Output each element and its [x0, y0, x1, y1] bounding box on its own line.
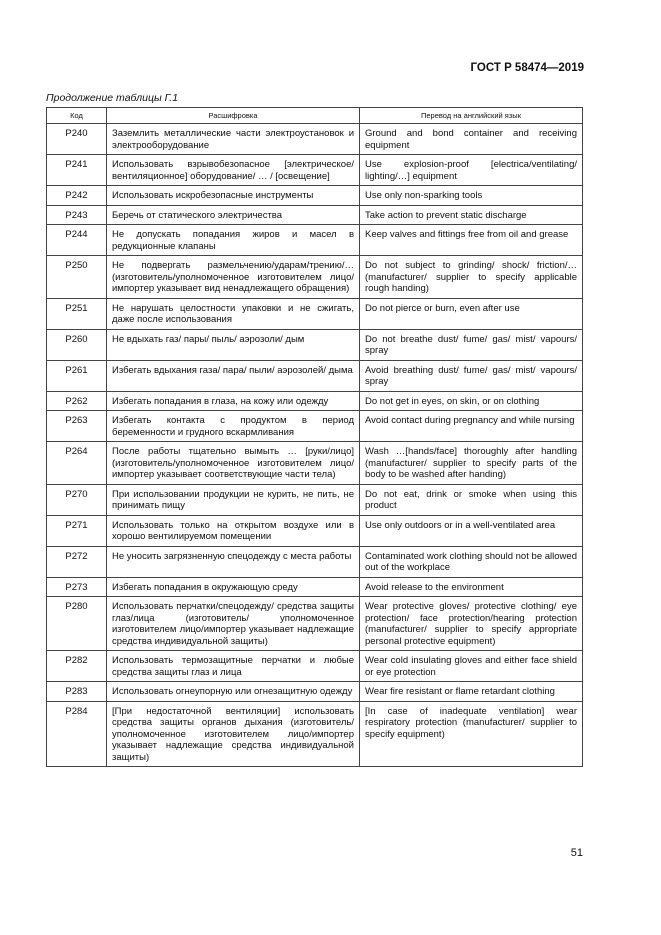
translation-cell: Avoid release to the environment — [360, 577, 583, 597]
code-cell: P273 — [47, 577, 107, 597]
decoding-cell: Использовать огнеупорную или огнезащитную одежду — [107, 682, 360, 702]
translation-cell: Wear protective gloves/ protective clothing/ eye protection/ face protection/hearing protection (manufacturer/ supplier to specify appropriate personal protective equipment) — [360, 597, 583, 651]
decoding-cell: Использовать термозащитные перчатки и любые средства защиты глаз и лица — [107, 651, 360, 682]
table-row — [47, 411, 583, 442]
code-cell: P264 — [47, 442, 107, 485]
table-row — [47, 391, 583, 411]
code-cell: P283 — [47, 682, 107, 702]
decoding-cell: Избегать вдыхания газа/ пара/ пыли/ аэрозолей/ дыма — [107, 360, 360, 391]
decoding-cell: Не подвергать размельчению/ударам/трению/… (изготовитель/уполномоченное изготовителем лицо/импортер указывает вид ненадлежащего обращения) — [107, 256, 360, 299]
precautionary-statements-table — [46, 107, 583, 767]
document-standard-header: ГОСТ Р 58474—2019 — [470, 62, 584, 74]
translation-cell: Do not pierce or burn, even after use — [360, 298, 583, 329]
table-header-row — [47, 108, 583, 124]
table-continuation-label: Продолжение таблицы Г.1 — [46, 92, 179, 104]
table-row — [47, 546, 583, 577]
translation-cell: Avoid contact during pregnancy and while nursing — [360, 411, 583, 442]
decoding-cell: Не допускать попадания жиров и масел в редукционные клапаны — [107, 225, 360, 256]
code-cell: P242 — [47, 186, 107, 206]
translation-cell: Wear fire resistant or flame retardant clothing — [360, 682, 583, 702]
code-cell: P261 — [47, 360, 107, 391]
code-cell: P241 — [47, 155, 107, 186]
decoding-cell: Избегать попадания в окружающую среду — [107, 577, 360, 597]
table-row — [47, 124, 583, 155]
translation-cell: Do not eat, drink or smoke when using this product — [360, 484, 583, 515]
decoding-cell: Использовать искробезопасные инструменты — [107, 186, 360, 206]
decoding-cell: Не нарушать целостности упаковки и не сжигать, даже после использования — [107, 298, 360, 329]
decoding-cell: Избегать попадания в глаза, на кожу или одежду — [107, 391, 360, 411]
translation-cell: Use only outdoors or in a well-ventilated area — [360, 515, 583, 546]
translation-cell: Avoid breathing dust/ fume/ gas/ mist/ vapours/ spray — [360, 360, 583, 391]
decoding-cell: Избегать контакта с продуктом в период беременности и грудного вскармливания — [107, 411, 360, 442]
decoding-cell: Беречь от статического электричества — [107, 205, 360, 225]
column-header-translation: Перевод на английский язык — [360, 108, 583, 124]
decoding-cell: После работы тщательно вымыть … [руки/лицо] (изготовитель/уполномоченное изготовителем лицо/импортер указывает соответствующие части тела) — [107, 442, 360, 485]
translation-cell: Keep valves and fittings free from oil and grease — [360, 225, 583, 256]
table-row — [47, 205, 583, 225]
table-row — [47, 484, 583, 515]
table-row — [47, 225, 583, 256]
table-row — [47, 682, 583, 702]
translation-cell: Take action to prevent static discharge — [360, 205, 583, 225]
code-cell: P244 — [47, 225, 107, 256]
decoding-cell: Не уносить загрязненную спецодежду с места работы — [107, 546, 360, 577]
column-header-code: Код — [47, 108, 107, 124]
table-row — [47, 329, 583, 360]
table-row — [47, 442, 583, 485]
code-cell: P270 — [47, 484, 107, 515]
decoding-cell: Использовать только на открытом воздухе или в хорошо вентилируемом помещении — [107, 515, 360, 546]
table-row — [47, 256, 583, 299]
table-row — [47, 186, 583, 206]
translation-cell: Contaminated work clothing should not be allowed out of the workplace — [360, 546, 583, 577]
code-cell: P240 — [47, 124, 107, 155]
table-row — [47, 577, 583, 597]
decoding-cell: [При недостаточной вентиляции] использовать средства защиты органов дыхания (изготовитель/ уполномоченное изготовителем лицо/импортер указывает надлежащие средства индивидуальной защиты) — [107, 701, 360, 767]
table-row — [47, 155, 583, 186]
translation-cell: Do not get in eyes, on skin, or on clothing — [360, 391, 583, 411]
table-row — [47, 298, 583, 329]
column-header-decoding: Расшифровка — [107, 108, 360, 124]
code-cell: P263 — [47, 411, 107, 442]
page-number: 51 — [570, 847, 583, 859]
table-body — [47, 124, 583, 767]
decoding-cell: Использовать перчатки/спецодежду/ средства защиты глаз/лица (изготовитель/ уполномоченное изготовителем лицо/импортер указывает надлежащие средства индивидуальной защиты) — [107, 597, 360, 651]
table-row — [47, 701, 583, 767]
table-row — [47, 360, 583, 391]
table-row — [47, 597, 583, 651]
code-cell: P251 — [47, 298, 107, 329]
code-cell: P284 — [47, 701, 107, 767]
table-row — [47, 515, 583, 546]
translation-cell: Use only non-sparking tools — [360, 186, 583, 206]
code-cell: P250 — [47, 256, 107, 299]
code-cell: P262 — [47, 391, 107, 411]
code-cell: P282 — [47, 651, 107, 682]
code-cell: P280 — [47, 597, 107, 651]
decoding-cell: Заземлить металлические части электроустановок и электрооборудование — [107, 124, 360, 155]
translation-cell: Wash …[hands/face] thoroughly after handling (manufacturer/ supplier to specify parts of the body to be washed after handing) — [360, 442, 583, 485]
decoding-cell: Не вдыхать газ/ пары/ пыль/ аэрозоли/ дым — [107, 329, 360, 360]
code-cell: P272 — [47, 546, 107, 577]
decoding-cell: Использовать взрывобезопасное [электрическое/ вентиляционное] оборудование/ … / [освещение] — [107, 155, 360, 186]
decoding-cell: При использовании продукции не курить, не пить, не принимать пищу — [107, 484, 360, 515]
translation-cell: Wear cold insulating gloves and either face shield or eye protection — [360, 651, 583, 682]
code-cell: P271 — [47, 515, 107, 546]
translation-cell: Ground and bond container and receiving equipment — [360, 124, 583, 155]
translation-cell: Use explosion-proof [electrica/ventilating/ lighting/…] equipment — [360, 155, 583, 186]
translation-cell: Do not subject to grinding/ shock/ friction/… (manufacturer/ supplier to specify applicable rough handing) — [360, 256, 583, 299]
translation-cell: [In case of inadequate ventilation] wear respiratory protection (manufacturer/ supplier to specify equipment) — [360, 701, 583, 767]
code-cell: P260 — [47, 329, 107, 360]
table-row — [47, 651, 583, 682]
translation-cell: Do not breathe dust/ fume/ gas/ mist/ vapours/ spray — [360, 329, 583, 360]
code-cell: P243 — [47, 205, 107, 225]
